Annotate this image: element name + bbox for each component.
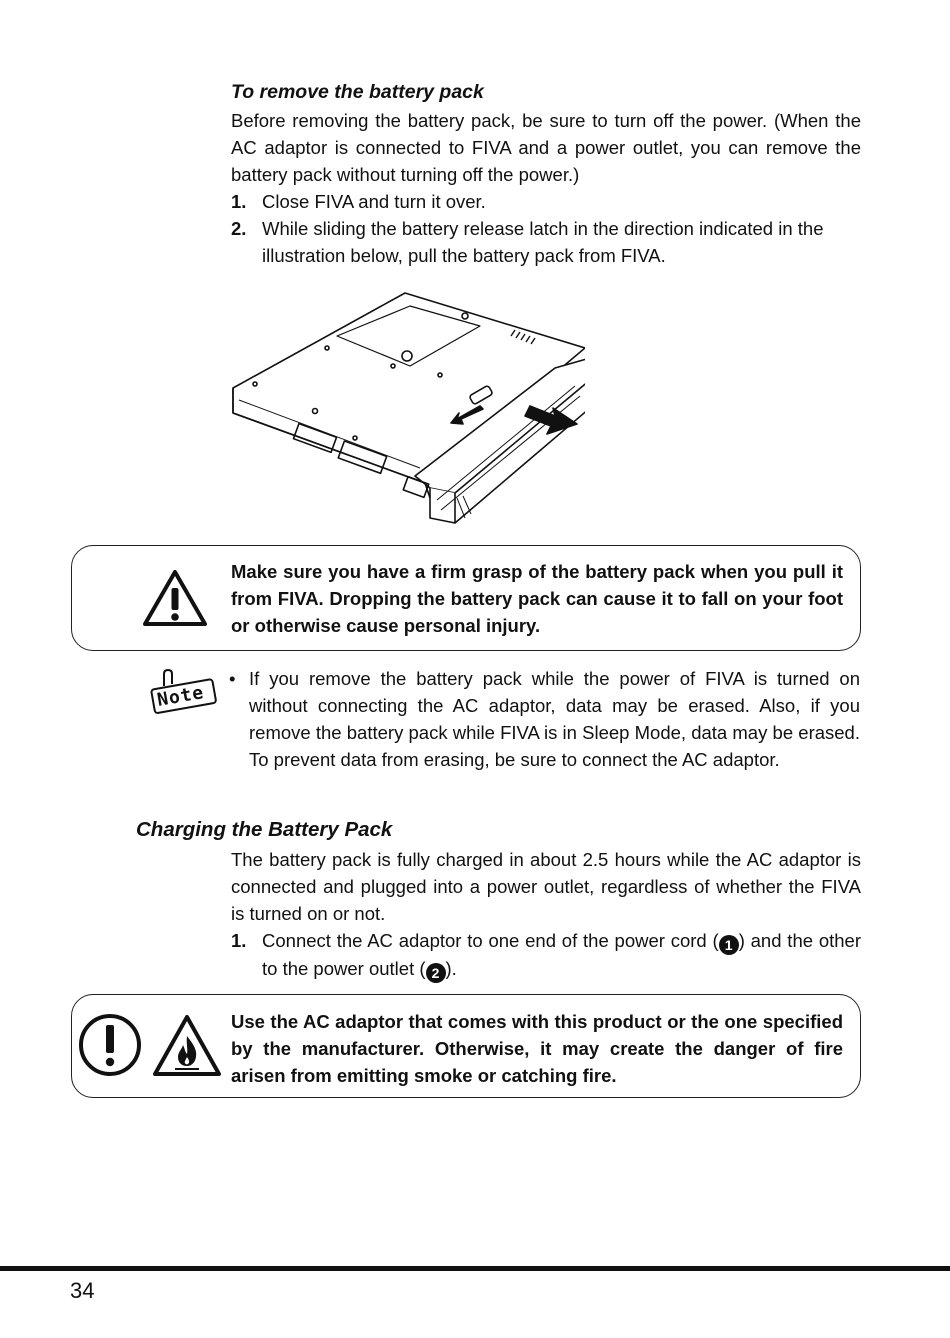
page-number: 34: [70, 1278, 95, 1303]
remove-intro-paragraph: Before removing the battery pack, be sure to turn off the power. (When the AC adaptor is connected to FIVA and a power outlet, you can remove the battery pack without turning off the power.): [231, 110, 861, 185]
note-text: If you remove the battery pack while the power of FIVA is turned on without connecting the AC adaptor, data may be erased. Also, if you remove the battery pack while FIVA is in Sleep Mode, data may be erased. To prevent data from erasing, be sure to connect the AC adaptor.: [249, 668, 860, 770]
note-label: Note: [155, 682, 206, 711]
warning-triangle-icon: [142, 568, 208, 628]
step-text-part: ) and the other to the power outlet (: [262, 930, 861, 979]
note-bullet: •: [229, 668, 236, 689]
caution-box-ac-adaptor: [71, 994, 861, 1098]
footer-rule: [0, 1266, 950, 1271]
remove-step-1: [231, 188, 861, 215]
step-number: 1.: [231, 191, 247, 212]
marker-2-icon: 2: [426, 963, 446, 983]
step-text-part: ).: [445, 958, 457, 979]
step-number: 2.: [231, 218, 247, 239]
laptop-battery-removal-illustration: [225, 288, 585, 533]
remove-step-2: [231, 215, 861, 269]
note-icon: [150, 668, 220, 716]
exclamation-circle-icon: [77, 1012, 143, 1078]
caution-text: Make sure you have a firm grasp of the battery pack when you pull it from FIVA. Dropping the battery pack can cause it to fall on your foot or otherwise cause personal injury.: [231, 561, 843, 636]
fire-warning-icon: [152, 1012, 222, 1078]
step-number: 1.: [231, 930, 247, 951]
marker-1-icon: 1: [719, 935, 739, 955]
caution-box-grasp-battery: [71, 545, 861, 651]
step-text-part: Connect the AC adaptor to one end of the power cord (: [262, 930, 719, 951]
section-heading-remove-battery: To remove the battery pack: [231, 81, 484, 103]
section-heading-charging: Charging the Battery Pack: [136, 818, 393, 841]
step-text: While sliding the battery release latch in the direction indicated in the illustration below, pull the battery pack from FIVA.: [262, 218, 824, 266]
step-text: Close FIVA and turn it over.: [262, 191, 486, 212]
charging-intro-paragraph: The battery pack is fully charged in about 2.5 hours while the AC adaptor is connected and plugged into a power outlet, regardless of whether the FIVA is turned on or not.: [231, 849, 861, 924]
caution-text: Use the AC adaptor that comes with this product or the one specified by the manufacturer. Otherwise, it may create the danger of fire arisen from emitting smoke or catching fire.: [231, 1011, 843, 1086]
step-text: [262, 927, 861, 983]
charging-step-1: [231, 927, 861, 983]
